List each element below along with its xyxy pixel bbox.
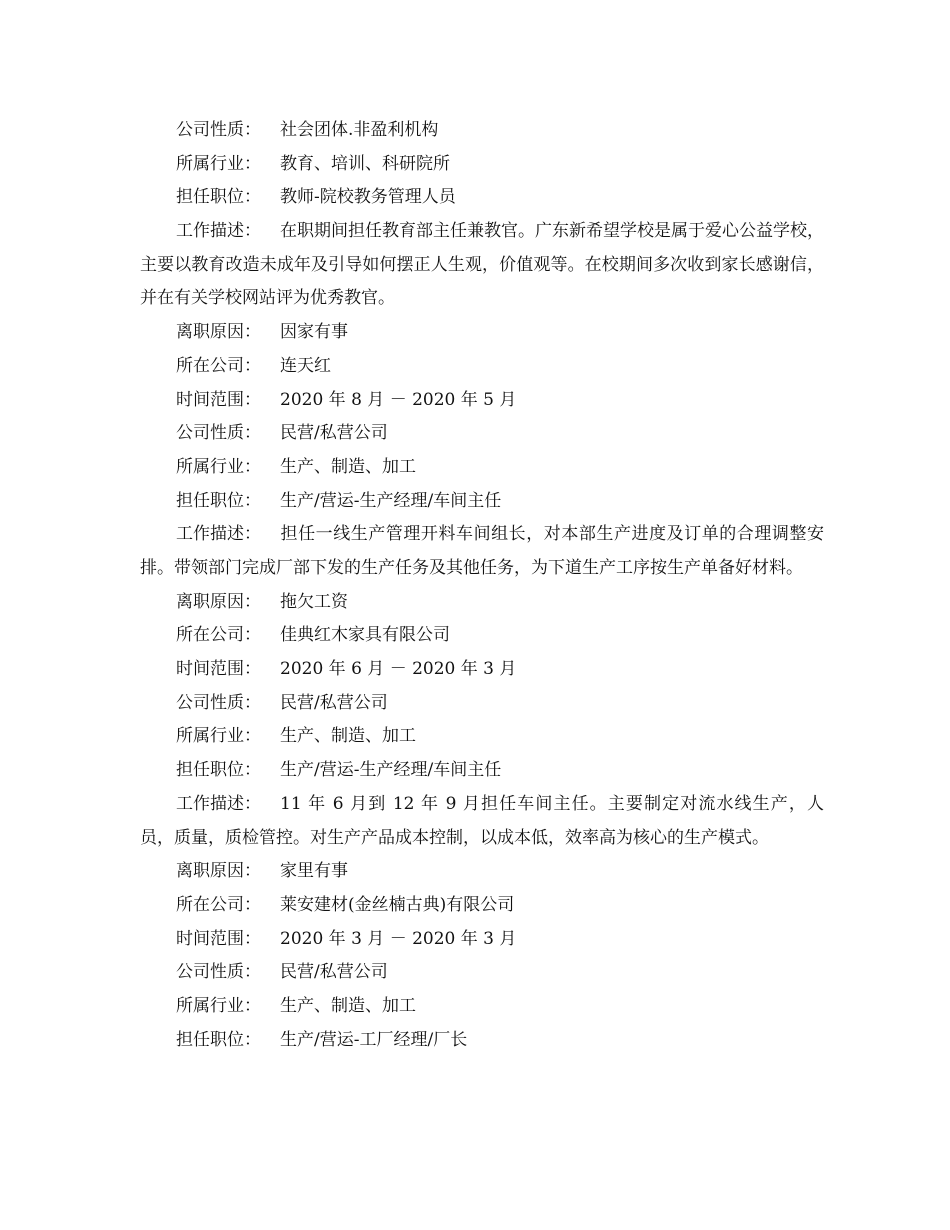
field-value: 生产、制造、加工 xyxy=(280,995,416,1016)
field-value: 莱安建材(金丝楠古典)有限公司 xyxy=(280,894,515,915)
field-row xyxy=(140,148,824,182)
field-label: 担任职位： xyxy=(176,1029,261,1050)
field-row xyxy=(140,754,824,788)
field-value: 生产/营运-生产经理/车间主任 xyxy=(280,490,502,511)
field-value: 在职期间担任教育部主任兼教官。广东新希望学校是属于爱心公益学校，主要以教育改造未成年及引导如何摆正人生观，价值观等。在校期间多次收到家长感谢信，并在有关学校网站评为优秀教官。 xyxy=(140,221,824,309)
field-label: 工作描述： xyxy=(176,793,261,814)
field-label: 工作描述： xyxy=(176,221,261,242)
field-value: 民营/私营公司 xyxy=(280,692,388,713)
field-label: 所属行业： xyxy=(176,456,261,477)
field-row xyxy=(140,956,824,990)
job-description xyxy=(140,788,824,855)
field-row xyxy=(140,653,824,687)
field-value: 佳典红木家具有限公司 xyxy=(280,625,450,646)
field-label: 离职原因： xyxy=(176,591,261,612)
field-value: 担任一线生产管理开料车间组长，对本部生产进度及订单的合理调整安排。带领部门完成厂部下发的生产任务及其他任务，为下道生产工序按生产单备好材料。 xyxy=(140,524,824,578)
field-row xyxy=(140,687,824,721)
field-value: 民营/私营公司 xyxy=(280,423,388,444)
field-value: 社会团体.非盈利机构 xyxy=(280,120,439,140)
field-label: 公司性质： xyxy=(176,692,261,713)
field-label: 担任职位： xyxy=(176,490,261,511)
field-row xyxy=(140,451,824,485)
field-label: 所在公司： xyxy=(176,894,261,915)
field-label: 工作描述： xyxy=(176,524,261,545)
field-value: 生产/营运-工厂经理/厂长 xyxy=(280,1029,468,1050)
field-label: 公司性质： xyxy=(176,120,261,140)
field-value: 2020 年 3 月 － 2020 年 3 月 xyxy=(280,928,517,949)
field-row xyxy=(140,586,824,620)
field-row xyxy=(140,417,824,451)
field-label: 离职原因： xyxy=(176,322,261,343)
field-row xyxy=(140,384,824,418)
field-label: 所在公司： xyxy=(176,625,261,646)
field-value: 2020 年 8 月 － 2020 年 5 月 xyxy=(280,389,517,410)
field-value: 教育、培训、科研院所 xyxy=(280,153,450,174)
field-value: 拖欠工资 xyxy=(280,591,348,612)
field-value: 教师-院校教务管理人员 xyxy=(280,187,456,208)
field-label: 公司性质： xyxy=(176,423,261,444)
field-value: 连天红 xyxy=(280,355,331,376)
field-label: 公司性质： xyxy=(176,962,261,983)
field-label: 担任职位： xyxy=(176,187,261,208)
job-description xyxy=(140,215,824,316)
field-row xyxy=(140,855,824,889)
field-label: 所属行业： xyxy=(176,995,261,1016)
field-value: 因家有事 xyxy=(280,322,348,343)
field-label: 担任职位： xyxy=(176,760,261,781)
field-row xyxy=(140,889,824,923)
field-row xyxy=(140,990,824,1024)
field-label: 所属行业： xyxy=(176,726,261,747)
field-row xyxy=(140,485,824,519)
field-value: 家里有事 xyxy=(280,861,348,882)
field-label: 离职原因： xyxy=(176,861,261,882)
field-row xyxy=(140,923,824,957)
job-description xyxy=(140,518,824,585)
resume-work-history xyxy=(140,114,824,1057)
field-label: 时间范围： xyxy=(176,659,261,680)
field-label: 所属行业： xyxy=(176,153,261,174)
field-value: 11 年 6 月到 12 年 9 月担任车间主任。主要制定对流水线生产，人员，质量，质检管控。对生产产品成本控制，以成本低，效率高为核心的生产模式。 xyxy=(140,793,824,848)
field-value: 生产/营运-生产经理/车间主任 xyxy=(280,760,502,781)
field-label: 时间范围： xyxy=(176,928,261,949)
field-row xyxy=(140,720,824,754)
field-label: 时间范围： xyxy=(176,389,261,410)
field-row xyxy=(140,181,824,215)
field-row xyxy=(140,316,824,350)
field-value: 2020 年 6 月 － 2020 年 3 月 xyxy=(280,659,517,680)
field-value: 生产、制造、加工 xyxy=(280,726,416,747)
field-row xyxy=(140,619,824,653)
field-value: 生产、制造、加工 xyxy=(280,456,416,477)
field-row xyxy=(140,1024,824,1058)
field-label: 所在公司： xyxy=(176,355,261,376)
field-row xyxy=(140,114,824,148)
field-row xyxy=(140,350,824,384)
field-value: 民营/私营公司 xyxy=(280,962,388,983)
